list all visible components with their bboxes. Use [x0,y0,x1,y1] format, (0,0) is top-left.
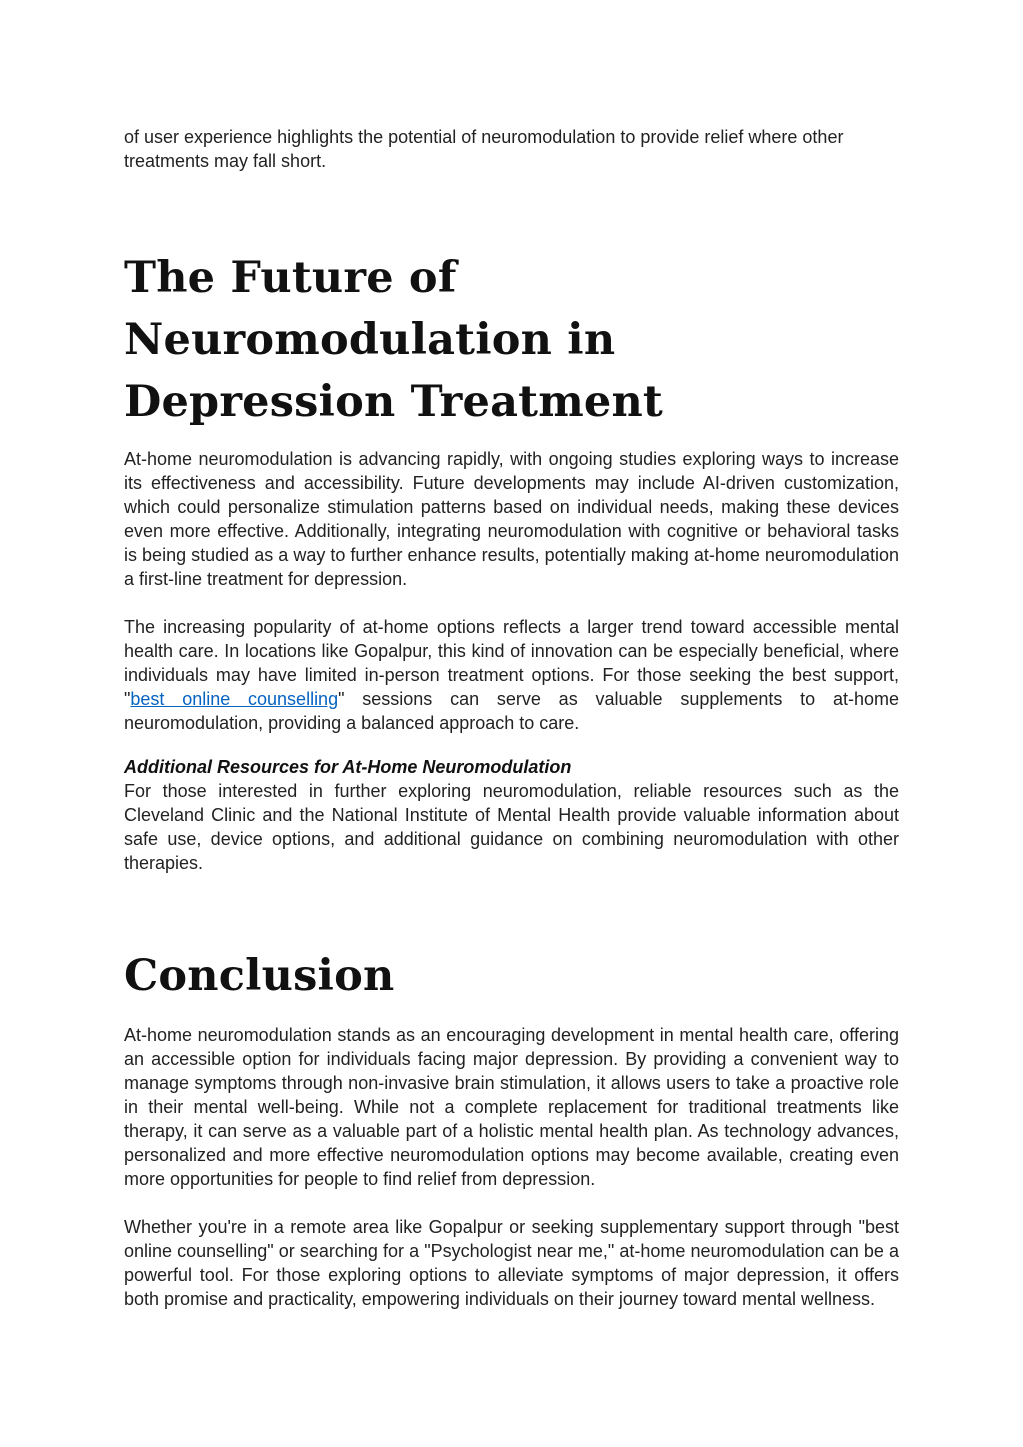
future-paragraph-2 [124,615,899,735]
conclusion-heading: Conclusion [124,951,395,1001]
intro-paragraph: of user experience highlights the potential of neuromodulation to provide relief where other treatments may fall short. [124,127,844,171]
conclusion-paragraph-2: Whether you're in a remote area like Gopalpur or seeking supplementary support through "best online counselling" or searching for a "Psychologist near me," at-home neuromodulation can be a powerful tool. For those exploring options to alleviate symptoms of major depression, it offers both promise and practicality, empowering individuals on their journey toward mental wellness. [124,1217,899,1309]
future-paragraph-2-after: " sessions can serve as valuable supplements to at-home neuromodulation, providing a balanced approach to care. [124,689,899,733]
best-online-counselling-link[interactable]: best online counselling [130,689,339,709]
resources-paragraph: For those interested in further exploring neuromodulation, reliable resources such as the Cleveland Clinic and the National Institute of Mental Health provide valuable information about safe use, device options, and additional guidance on combining neuromodulation with other therapies. [124,781,899,873]
future-paragraph-1: At-home neuromodulation is advancing rapidly, with ongoing studies exploring ways to increase its effectiveness and accessibility. Future developments may include AI-driven customization, which could personalize stimulation patterns based on individual needs, making these devices even more effective. Additionally, integrating neuromodulation with cognitive or behavioral tasks is being studied as a way to further enhance results, potentially making at-home neuromodulation a first-line treatment for depression. [124,449,899,589]
conclusion-paragraph-1: At-home neuromodulation stands as an encouraging development in mental health care, offering an accessible option for individuals facing major depression. By providing a convenient way to manage symptoms through non-invasive brain stimulation, it allows users to take a proactive role in their mental well-being. While not a complete replacement for traditional treatments like therapy, it can serve as a valuable part of a holistic mental health plan. As technology advances, personalized and more effective neuromodulation options may become available, creating even more opportunities for people to find relief from depression. [124,1025,899,1189]
document-page [124,125,899,1311]
future-heading: The Future of Neuromodulation in Depression Treatment [124,253,663,427]
resources-heading: Additional Resources for At-Home Neuromodulation [124,757,572,777]
future-paragraph-2-before: The increasing popularity of at-home options reflects a larger trend toward accessible mental health care. In locations like Gopalpur, this kind of innovation can be especially beneficial, where individuals may have limited in-person treatment options. For those seeking the best support, " [124,617,899,709]
